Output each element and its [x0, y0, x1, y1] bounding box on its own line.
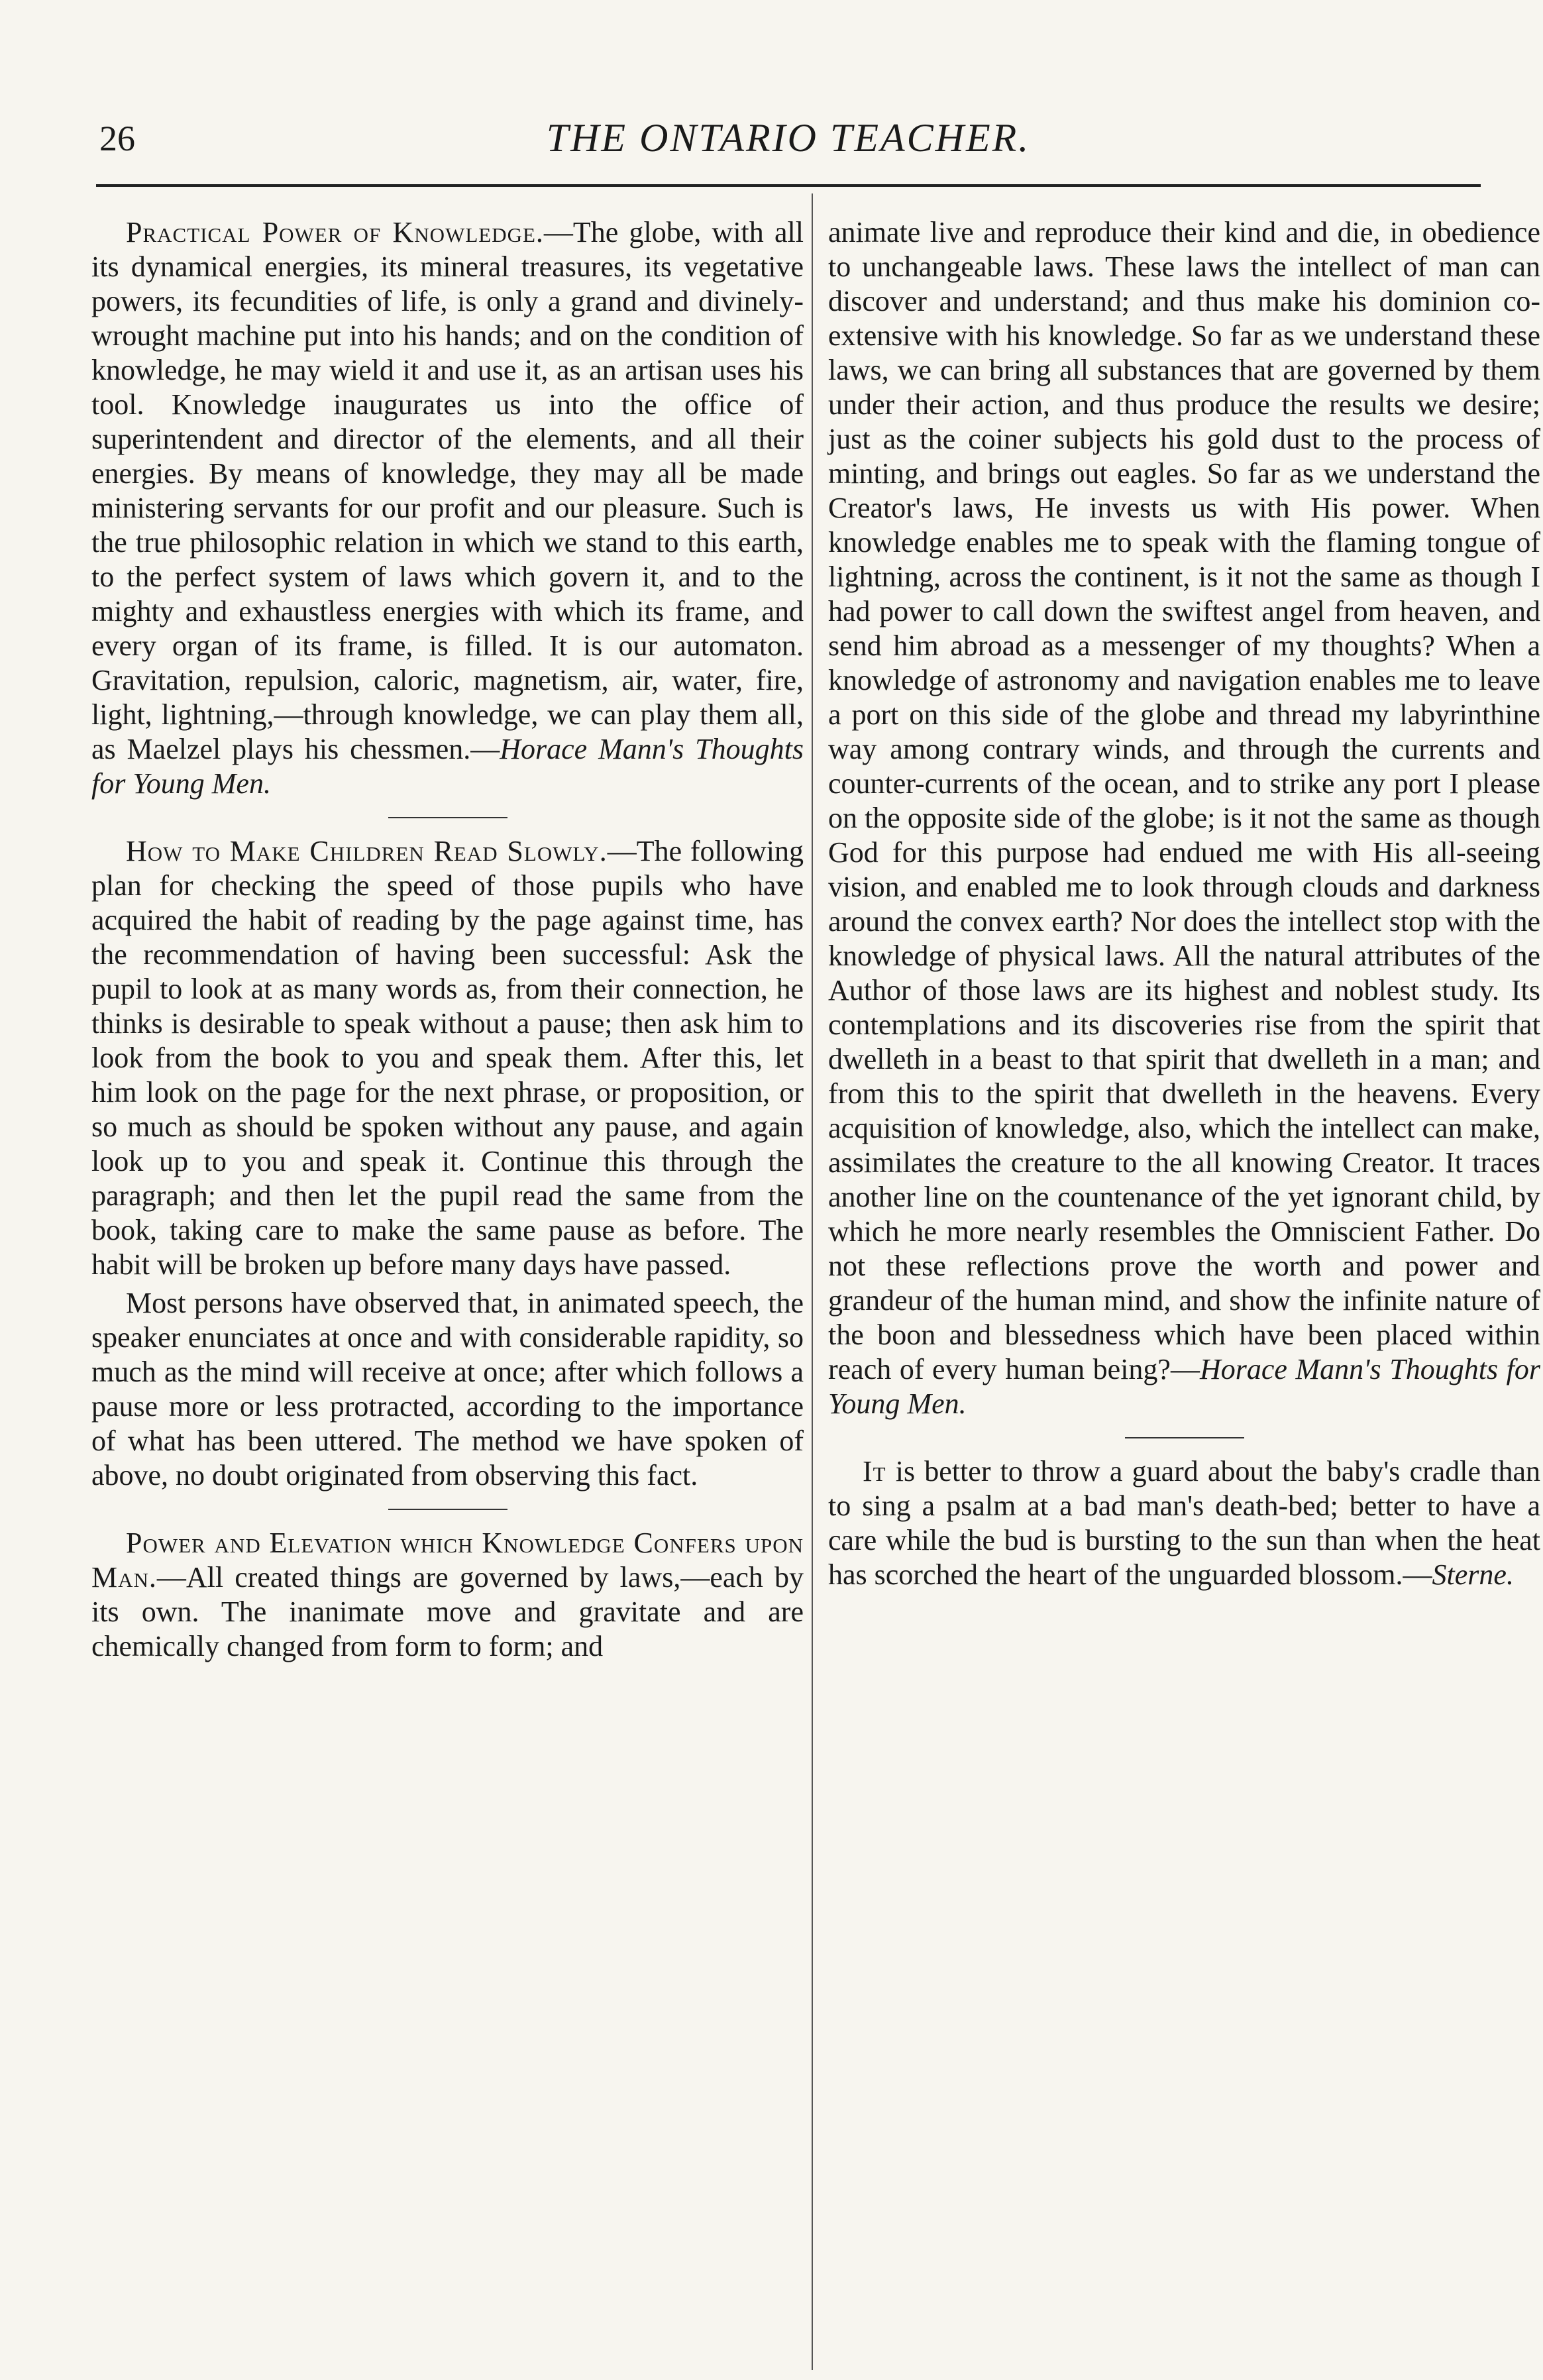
running-title: THE ONTARIO TEACHER. — [546, 116, 1031, 160]
article-power-elevation — [91, 1526, 804, 1664]
article-heading: Practical Power of Knowledge. — [126, 216, 544, 248]
right-column — [828, 215, 1540, 1592]
article-practical-power — [91, 215, 804, 801]
article-source: Horace Mann's Thoughts for Young Men. — [828, 1353, 1540, 1420]
article-sterne-quote — [828, 1454, 1540, 1592]
article-continued — [828, 215, 1540, 1421]
article-body: —All created things are governed by laws,—each by its own. The inanimate move and gravitate and are chemically changed from form to form; and — [91, 1561, 804, 1662]
separator-rule — [388, 817, 507, 818]
article-body: —The globe, with all its dynamical energies, its mineral treasures, its vegetative powers, its fecundities of life, is only a grand and divinely-wrought machine put into his hands; and on the condition of knowledge, he may wield it and use it, as an artisan uses his tool. Knowledge inaugurates us into the office of superintendent and director of the elements, and all their energies. By means of knowledge, they may all be made ministering servants for our profit and our pleasure. Such is the true philosophic relation in which we stand to this earth, to the perfect system of laws which govern it, and to the mighty and exhaustless energies with which its frame, and every organ of its frame, is filled. It is our automaton. Gravitation, repulsion, caloric, magnetism, air, water, fire, light, lightning,—through knowledge, we can play them all, as Maelzel plays his chessmen.— — [91, 216, 804, 765]
article-paragraph: Most persons have observed that, in animated speech, the speaker enunciates at once and with considerable rapidity, so much as the mind will receive at once; after which follows a pause more or less protracted, according to the importance of what has been uttered. The method we have spoken of above, no doubt originated from observing this fact. — [91, 1287, 804, 1491]
article-body: —The following plan for checking the speed of those pupils who have acquired the habit of reading by the page against time, has the recommendation of having been successful: Ask the pupil to look at as many words as, from their connection, he thinks is desirable to speak without a pause; then ask him to look from the book to you and speak them. After this, let him look on the page for the next phrase, or proposition, or so much as should be spoken without any pause, and again look up to you and speak it. Continue this through the paragraph; and then let the pupil read the same from the book, taking care to make the same pause as before. The habit will be broken up before many days have passed. — [91, 835, 804, 1281]
column-divider — [812, 193, 813, 2370]
page-header — [99, 111, 1477, 164]
header-rule — [96, 184, 1481, 187]
left-column — [91, 215, 804, 1664]
article-read-slowly — [91, 834, 804, 1282]
article-lead: It — [863, 1455, 886, 1488]
page-number: 26 — [99, 119, 135, 158]
article-heading: How to Make Children Read Slowly. — [126, 835, 608, 867]
article-body: is better to throw a guard about the baby's cradle than to sing a psalm at a bad man's death-bed; better to have a care while the bud is bursting to the sun than when the heat has scorched the heart of the unguarded blossom.— — [828, 1455, 1540, 1591]
article-source: Horace Mann's Thoughts for Young Men. — [91, 733, 804, 800]
article-body: animate live and reproduce their kind and die, in obedience to unchangeable laws. These laws the intellect of man can discover and understand; and thus make his dominion co-extensive with his knowledge. So far as we understand these laws, we can bring all substances that are governed by them under their action, and thus produce the results we desire; just as the coiner subjects his gold dust to the process of minting, and brings out eagles. So far as we understand the Creator's laws, He invests us with His power. When knowledge enables me to speak with the flaming tongue of lightning, across the continent, is it not the same as though I had power to call down the swiftest angel from heaven, and send him abroad as a messenger of my thoughts? When a knowledge of astronomy and navigation enables me to leave a port on this side of the globe and thread my labyrinthine way among contrary winds, and through the currents and counter-currents of the ocean, and to strike any port I please on the opposite side of the globe; is it not the same as though God for this purpose had endued me with His all-seeing vision, and enabled me to look through clouds and darkness around the convex earth? Nor does the intellect stop with the knowledge of physical laws. All the natural attributes of the Author of those laws are its highest and noblest study. Its contemplations and its discoveries rise from the spirit that dwelleth in a beast to that spirit that dwelleth in a man; and from this to the spirit that dwelleth in the heavens. Every acquisition of knowledge, also, which the intellect can make, assimilates the creature to the all knowing Creator. It traces another line on the countenance of the yet ignorant child, by which he more nearly resembles the Omniscient Father. Do not these reflections prove the worth and power and grandeur of the human mind, and show the infinite nature of the boon and blessedness which have been placed within reach of every human being?— — [828, 216, 1540, 1385]
article-heading: Power and Elevation which Knowledge Confers upon Man. — [91, 1527, 804, 1594]
article-source: Sterne. — [1432, 1558, 1514, 1591]
separator-rule — [1125, 1437, 1244, 1438]
separator-rule — [388, 1509, 507, 1510]
